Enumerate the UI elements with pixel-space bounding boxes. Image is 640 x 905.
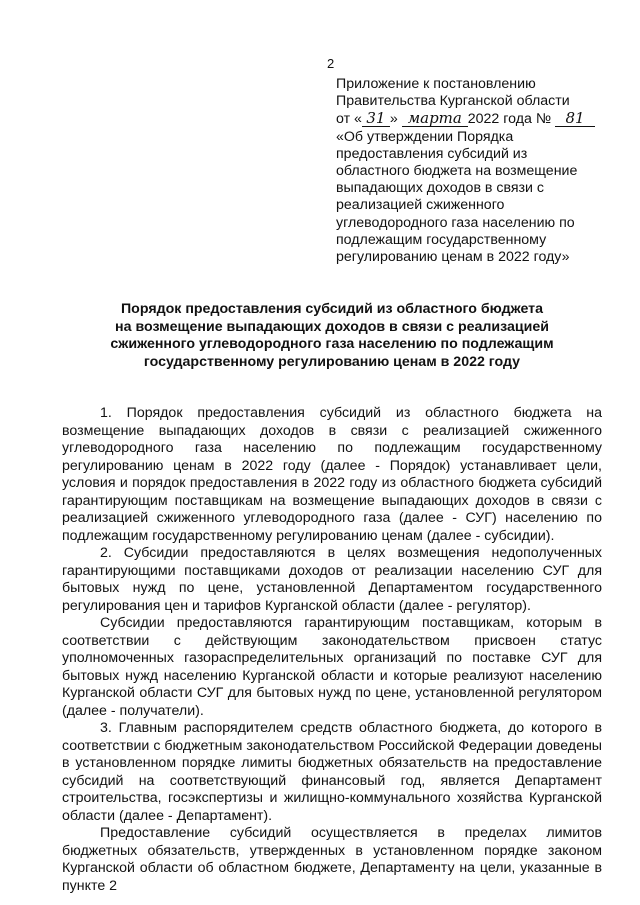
title-line: сжиженного углеводородного газа населению по подлежащим	[110, 336, 554, 352]
appendix-line: регулированию ценам в 2022 году»	[336, 249, 570, 266]
appendix-line: подлежащим государственному	[336, 231, 547, 248]
paragraph-4: 3. Главным распорядителем средств областного бюджета, до которого в соответствии с бюджетным законодательством Российской Федерации доведены в установленном порядке лимиты бюджетных обязательств на предоставление субсидий на соответствующий финансовый год, является Департамент строительства, госэкспертизы и жилищно-коммунального хозяйства Курганской области (далее - Департамент).	[62, 720, 602, 824]
title-line: Порядок предоставления субсидий из областного бюджета	[120, 301, 543, 317]
date-prefix: от «	[336, 111, 362, 128]
handwritten-month: марта	[402, 110, 468, 127]
title-line: государственному регулированию ценам в 2022 году	[143, 353, 521, 370]
appendix-line: предоставления субсидий из	[336, 145, 528, 162]
appendix-line: Правительства Курганской области	[336, 93, 570, 110]
paragraph-2: 2. Субсидии предоставляются в целях возмещения недополученных гарантирующими поставщиками доходов от реализации населению СУГ для бытовых нужд по цене, установленной Департаментом государственного регулирования цен и тарифов Курганской области (далее - регулятор).	[62, 545, 602, 614]
page-number: 2	[327, 56, 335, 71]
handwritten-day: 31	[362, 110, 390, 127]
handwritten-decree-number: 81	[555, 110, 595, 127]
date-year: 2022 года №	[467, 111, 552, 128]
paragraph-5: Предоставление субсидий осуществляется в пределах лимитов бюджетных обязательств, утвержденных в установленном порядке законом Курганской области об областном бюджете, Департаменту на цели, указанные в пункте 2	[62, 825, 602, 894]
title-line: на возмещение выпадающих доходов в связи с реализацией	[115, 318, 549, 335]
appendix-date-line	[336, 110, 626, 128]
document-title	[62, 301, 602, 371]
document-body	[62, 405, 602, 895]
appendix-line: «Об утверждении Порядка	[336, 128, 514, 145]
appendix-line: выпадающих доходов в связи с	[336, 180, 545, 197]
appendix-line: углеводородного газа населению по	[336, 214, 575, 231]
appendix-line: реализацией сжиженного	[336, 197, 505, 214]
appendix-header	[336, 76, 626, 266]
paragraph-3: Субсидии предоставляются гарантирующим поставщикам, которым в соответствии с действующим законодательством присвоен статус уполномоченных газораспределительных организаций по поставке СУГ для бытовых нужд населению Курганской области и которые реализуют населению Курганской области СУГ для бытовых нужд по цене, установленной регулятором (далее - получатели).	[62, 615, 602, 719]
appendix-line: Приложение к постановлению	[336, 76, 536, 92]
appendix-line: областного бюджета на возмещение	[336, 163, 578, 180]
date-mid: »	[389, 111, 398, 128]
paragraph-1: 1. Порядок предоставления субсидий из областного бюджета на возмещение выпадающих доходов в связи с реализацией сжиженного углеводородного газа населению по подлежащим государственному регулированию ценам в 2022 году (далее - Порядок) устанавливает цели, условия и порядок предоставления в 2022 году из областного бюджета субсидий гарантирующим поставщикам на возмещение выпадающих доходов в связи с реализацией сжиженного углеводородного газа (далее - СУГ) населению по подлежащим государственному регулированию ценам (далее - субсидии).	[62, 405, 602, 544]
